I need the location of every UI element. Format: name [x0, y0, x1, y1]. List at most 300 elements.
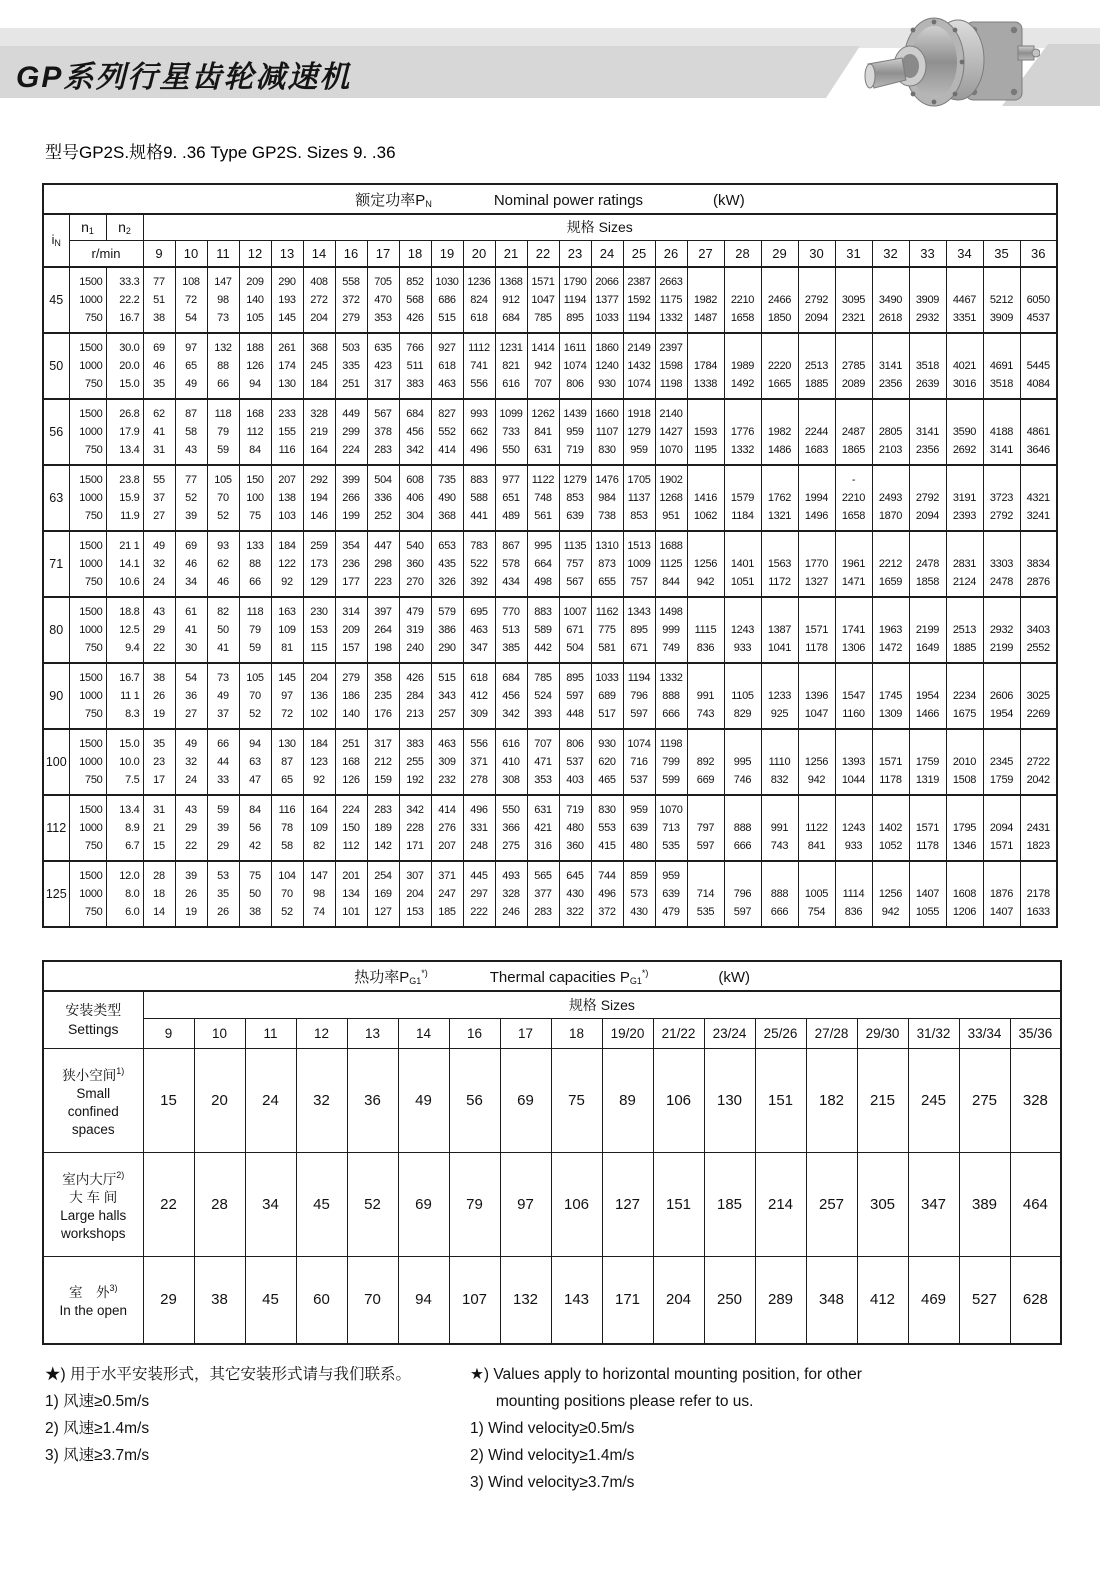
power-value: 284 [406, 690, 424, 702]
power-value: 30 [185, 642, 197, 654]
thermal-capacity-table [42, 960, 1062, 1345]
power-cell [872, 795, 909, 861]
size-header-cell: 22 [527, 240, 559, 267]
power-value: 456 [406, 426, 424, 438]
power-value: 3025 [1026, 690, 1050, 702]
power-value [948, 669, 982, 687]
power-value: 245 [310, 360, 328, 372]
power-value [800, 867, 834, 885]
power-value: 1870 [878, 510, 903, 522]
power-value: 38 [153, 672, 165, 684]
power-value: 23 [153, 756, 165, 768]
power-value: 261 [278, 342, 296, 354]
power-value: 933 [733, 642, 752, 654]
power-value: 1633 [1026, 906, 1050, 918]
thermal-value-cell: 328 [1010, 1048, 1061, 1152]
power-cell [559, 267, 591, 333]
power-value: 1611 [563, 342, 587, 354]
power-cell [909, 465, 946, 531]
power-value: 496 [470, 444, 488, 456]
power-cell [463, 597, 495, 663]
power-cell [239, 795, 271, 861]
power-cell [495, 531, 527, 597]
power-value: 705 [374, 276, 392, 288]
power-value [726, 735, 760, 753]
power-value: 844 [662, 576, 680, 588]
n1-value: 1500 [79, 672, 103, 684]
thermal-value-cell: 28 [194, 1152, 245, 1256]
thermal-row-label-line: Large halls [60, 1207, 127, 1223]
power-value: 219 [310, 426, 328, 438]
power-value: 841 [807, 840, 826, 852]
power-value: 597 [630, 708, 648, 720]
size-header-cell: 35 [983, 240, 1020, 267]
power-value: 1592 [627, 294, 651, 306]
power-value: 639 [566, 510, 584, 522]
power-cell [367, 399, 399, 465]
power-value: 442 [534, 642, 552, 654]
power-value [726, 405, 760, 423]
power-value: 62 [217, 558, 229, 570]
power-value: 977 [502, 474, 520, 486]
power-value: 264 [374, 624, 392, 636]
power-value: 930 [598, 738, 616, 750]
thermal-value-cell: 34 [245, 1152, 296, 1256]
power-cell [909, 663, 946, 729]
power-value: 115 [310, 642, 328, 654]
power-cell [655, 795, 687, 861]
power-cell [239, 861, 271, 927]
power-value: 766 [406, 342, 424, 354]
power-value: 991 [696, 690, 715, 702]
power-value: 1741 [841, 624, 866, 636]
nominal-power-table [42, 183, 1058, 928]
power-value: 579 [438, 606, 456, 618]
power-cell [559, 663, 591, 729]
power-value [1022, 735, 1056, 753]
power-value: 1236 [467, 276, 491, 288]
power-value: 39 [185, 510, 197, 522]
power-value: 853 [566, 492, 584, 504]
power-value: 1041 [767, 642, 792, 654]
power-value: 4691 [989, 360, 1014, 372]
header-row-sizes [43, 240, 1057, 267]
power-value: 328 [502, 888, 520, 900]
power-value: 1047 [804, 708, 829, 720]
power-value: 26 [217, 906, 229, 918]
power-value: 1114 [842, 888, 865, 900]
power-value: 883 [470, 474, 488, 486]
power-value: 1487 [693, 312, 718, 324]
power-value: 184 [310, 378, 328, 390]
power-cell [623, 267, 655, 333]
footnote-line: 1) Wind velocity≥0.5m/s [470, 1420, 635, 1437]
power-value: 925 [770, 708, 789, 720]
power-value: 150 [342, 822, 360, 834]
power-cell [367, 267, 399, 333]
power-value: 2356 [878, 378, 903, 390]
power-value: 92 [313, 774, 325, 786]
power-value: 783 [470, 540, 488, 552]
power-value: 246 [502, 906, 520, 918]
thermal-size-header-cell: 21/22 [653, 1018, 704, 1048]
power-value: 270 [406, 576, 424, 588]
power-value: 1030 [435, 276, 459, 288]
power-cell [367, 465, 399, 531]
power-value: 513 [502, 624, 520, 636]
power-cell [175, 465, 207, 531]
thermal-size-header-cell: 9 [143, 1018, 194, 1048]
power-value: 666 [733, 840, 752, 852]
power-value: 1963 [878, 624, 903, 636]
power-cell [463, 729, 495, 795]
power-cell [983, 729, 1020, 795]
power-value: 463 [470, 624, 488, 636]
power-cell [207, 729, 239, 795]
power-cell [623, 531, 655, 597]
size-header-cell: 26 [655, 240, 687, 267]
power-cell [207, 861, 239, 927]
power-value: 1563 [767, 558, 792, 570]
power-value [911, 603, 945, 621]
power-value: 4537 [1026, 312, 1050, 324]
size-header-cell: 29 [761, 240, 798, 267]
power-value: 1498 [659, 606, 683, 618]
power-value: 1198 [659, 378, 683, 390]
power-value: 383 [406, 378, 424, 390]
power-value: 173 [310, 558, 328, 570]
thermal-title-unit: (kW) [718, 968, 750, 986]
power-value: 204 [310, 312, 328, 324]
power-value [911, 801, 945, 819]
power-value: 1343 [627, 606, 651, 618]
power-value: 1396 [804, 690, 829, 702]
power-value: 2387 [627, 276, 651, 288]
power-cell [872, 333, 909, 399]
power-value: 1033 [595, 312, 619, 324]
power-value [800, 471, 834, 489]
power-value: 748 [534, 492, 552, 504]
power-value: 618 [438, 360, 456, 372]
power-value: 2692 [952, 444, 977, 456]
n2-values-cell [106, 333, 143, 399]
power-value: 1759 [989, 774, 1014, 786]
power-value: 3303 [989, 558, 1014, 570]
power-value: 1074 [563, 360, 587, 372]
power-cell [655, 267, 687, 333]
power-value: 689 [598, 690, 616, 702]
power-cell [835, 531, 872, 597]
power-cell [591, 465, 623, 531]
n2-value: 23.8 [119, 474, 140, 486]
power-value: 252 [374, 510, 392, 522]
power-value: 153 [310, 624, 328, 636]
power-cell [175, 795, 207, 861]
in-cell: 80 [43, 597, 69, 663]
power-value: 38 [249, 906, 261, 918]
thermal-value-cell: 107 [449, 1256, 500, 1344]
power-value: 888 [733, 822, 752, 834]
power-value: 1268 [659, 492, 683, 504]
thermal-row-label-line: 室 外$^{3)}$ [68, 1283, 118, 1301]
power-value: 102 [310, 708, 328, 720]
power-value: 1571 [804, 624, 829, 636]
thermal-value-cell: 69 [398, 1152, 449, 1256]
power-value: 1593 [693, 426, 718, 438]
power-value: 36 [185, 690, 197, 702]
power-value: 421 [534, 822, 552, 834]
n2-value: 18.8 [119, 606, 140, 618]
power-value: 145 [278, 672, 296, 684]
power-value [874, 801, 908, 819]
power-cell [724, 795, 761, 861]
power-value: 1471 [841, 576, 866, 588]
n2-value: 8.9 [125, 822, 140, 834]
power-value: 326 [438, 576, 456, 588]
power-value: 1571 [989, 840, 1014, 852]
power-value [1022, 471, 1056, 489]
n1-value: 1500 [79, 276, 103, 288]
power-cell [835, 333, 872, 399]
power-value: 930 [598, 378, 616, 390]
power-value: 669 [696, 774, 715, 786]
power-value [985, 537, 1019, 555]
power-value: 31 [153, 804, 165, 816]
power-value: 498 [534, 576, 552, 588]
power-value: 290 [278, 276, 296, 288]
power-value: 77 [185, 474, 197, 486]
power-value: 372 [342, 294, 360, 306]
power-value: - [851, 474, 856, 486]
power-value: 841 [534, 426, 552, 438]
power-value: 3909 [915, 294, 940, 306]
size-header-cell: 30 [798, 240, 835, 267]
power-value: 1178 [916, 840, 939, 852]
power-cell [1020, 663, 1057, 729]
power-value: 741 [470, 360, 488, 372]
power-cell [983, 399, 1020, 465]
power-value: 618 [470, 312, 488, 324]
power-value: 27 [185, 708, 197, 720]
power-cell [367, 729, 399, 795]
power-value: 4467 [952, 294, 977, 306]
power-value: 3518 [915, 360, 940, 372]
power-value: 354 [342, 540, 360, 552]
power-value [874, 603, 908, 621]
power-value: 2785 [841, 360, 866, 372]
power-value [911, 735, 945, 753]
power-value: 3403 [1026, 624, 1050, 636]
power-value: 155 [278, 426, 296, 438]
power-value: 97 [185, 342, 197, 354]
power-value: 353 [534, 774, 552, 786]
power-value: 588 [470, 492, 488, 504]
power-value: 123 [310, 756, 328, 768]
power-value: 2010 [952, 756, 977, 768]
power-cell [724, 597, 761, 663]
power-value: 112 [246, 426, 264, 438]
power-value: 859 [630, 870, 648, 882]
power-value: 406 [406, 492, 424, 504]
thermal-sizes-group-header: 规格 Sizes [143, 991, 1061, 1018]
power-cell [687, 531, 724, 597]
power-value: 72 [185, 294, 197, 306]
size-header-cell: 32 [872, 240, 909, 267]
power-cell [367, 333, 399, 399]
power-value: 888 [770, 888, 789, 900]
rating-group-row-56 [43, 399, 1057, 465]
thermal-value-cell: 60 [296, 1256, 347, 1344]
in-cell: 63 [43, 465, 69, 531]
power-value: 489 [502, 510, 520, 522]
power-cell [909, 597, 946, 663]
power-value [763, 867, 797, 885]
power-value: 3141 [989, 444, 1014, 456]
power-value [911, 471, 945, 489]
power-cell [399, 729, 431, 795]
power-value [837, 801, 871, 819]
thermal-value-cell: 143 [551, 1256, 602, 1344]
power-value: 558 [342, 276, 360, 288]
thermal-value-cell: 347 [908, 1152, 959, 1256]
power-value: 126 [342, 774, 360, 786]
power-value: 2513 [952, 624, 977, 636]
power-value: 58 [281, 840, 293, 852]
power-value: 100 [246, 492, 264, 504]
power-cell [909, 861, 946, 927]
thermal-value-cell: 22 [143, 1152, 194, 1256]
power-value: 537 [566, 756, 584, 768]
power-cell [303, 333, 335, 399]
settings-label-zh: 安装类型 [65, 1001, 122, 1018]
power-cell [143, 729, 175, 795]
power-cell [303, 729, 335, 795]
power-cell [271, 663, 303, 729]
power-value: 1579 [730, 492, 755, 504]
power-value: 927 [438, 342, 456, 354]
n1-values-cell [69, 729, 106, 795]
power-value: 42 [249, 840, 261, 852]
power-value: 251 [342, 378, 360, 390]
power-value: 105 [246, 672, 264, 684]
power-cell [591, 531, 623, 597]
power-value: 785 [534, 672, 552, 684]
rating-group-row-100 [43, 729, 1057, 795]
power-value: 52 [217, 510, 229, 522]
power-cell [761, 663, 798, 729]
power-value: 716 [630, 756, 648, 768]
power-value: 2234 [952, 690, 977, 702]
thermal-value-cell: 70 [347, 1256, 398, 1344]
thermal-value-cell: 75 [551, 1048, 602, 1152]
n2-values-cell [106, 663, 143, 729]
power-value: 537 [630, 774, 648, 786]
power-value: 2478 [989, 576, 1014, 588]
power-value: 70 [281, 888, 293, 900]
power-value: 32 [185, 756, 197, 768]
power-value: 132 [214, 342, 232, 354]
n2-values-cell [106, 861, 143, 927]
thermal-size-header-cell: 16 [449, 1018, 500, 1048]
power-cell [431, 267, 463, 333]
n2-value: 12.5 [119, 624, 140, 636]
power-value [837, 735, 871, 753]
power-value: 479 [662, 906, 680, 918]
power-value: 2210 [841, 492, 866, 504]
power-value: 2722 [1026, 756, 1050, 768]
thermal-size-header-cell: 10 [194, 1018, 245, 1048]
power-cell [591, 729, 623, 795]
power-value: 129 [310, 576, 328, 588]
power-value: 70 [217, 492, 229, 504]
power-value: 895 [566, 672, 584, 684]
power-value: 74 [313, 906, 325, 918]
power-cell [207, 333, 239, 399]
power-value: 126 [246, 360, 264, 372]
n1-value: 750 [85, 840, 103, 852]
power-value: 746 [733, 774, 752, 786]
power-value: 97 [281, 690, 293, 702]
power-value [763, 273, 797, 291]
power-cell [303, 465, 335, 531]
power-value: 597 [733, 906, 752, 918]
power-cell [946, 729, 983, 795]
thermal-value-cell: 204 [653, 1256, 704, 1344]
power-value: 796 [733, 888, 752, 900]
power-value: 55 [153, 474, 165, 486]
power-value: 912 [502, 294, 520, 306]
n2-value: 12.0 [119, 870, 140, 882]
power-cell [983, 531, 1020, 597]
power-value: 299 [342, 426, 360, 438]
size-header-cell: 14 [303, 240, 335, 267]
power-value: 430 [566, 888, 584, 900]
power-value: 279 [342, 312, 360, 324]
power-value: 248 [470, 840, 488, 852]
power-value: 830 [598, 804, 616, 816]
power-value: 26 [153, 690, 165, 702]
thermal-row [43, 1152, 1061, 1256]
rating-group-row-45 [43, 267, 1057, 333]
power-value: 157 [342, 642, 360, 654]
n1-value: 750 [85, 378, 103, 390]
power-value: 70 [249, 690, 261, 702]
thermal-value-cell: 32 [296, 1048, 347, 1152]
power-value: 283 [374, 804, 392, 816]
power-value [1022, 537, 1056, 555]
power-value: 146 [310, 510, 328, 522]
power-value: 620 [598, 756, 616, 768]
power-value: 316 [534, 840, 552, 852]
power-value: 204 [310, 672, 328, 684]
in-cell: 125 [43, 861, 69, 927]
power-value: 504 [374, 474, 392, 486]
power-value [689, 801, 723, 819]
power-value [800, 735, 834, 753]
thermal-row [43, 1256, 1061, 1344]
power-value: 631 [534, 804, 552, 816]
power-value: 1982 [693, 294, 718, 306]
power-value: 959 [566, 426, 584, 438]
n2-value: 22.2 [119, 294, 140, 306]
power-value: 188 [246, 342, 264, 354]
power-value: 32 [153, 558, 165, 570]
power-cell [207, 531, 239, 597]
power-value: 589 [534, 624, 552, 636]
power-cell [946, 333, 983, 399]
power-cell [798, 267, 835, 333]
power-value: 368 [310, 342, 328, 354]
